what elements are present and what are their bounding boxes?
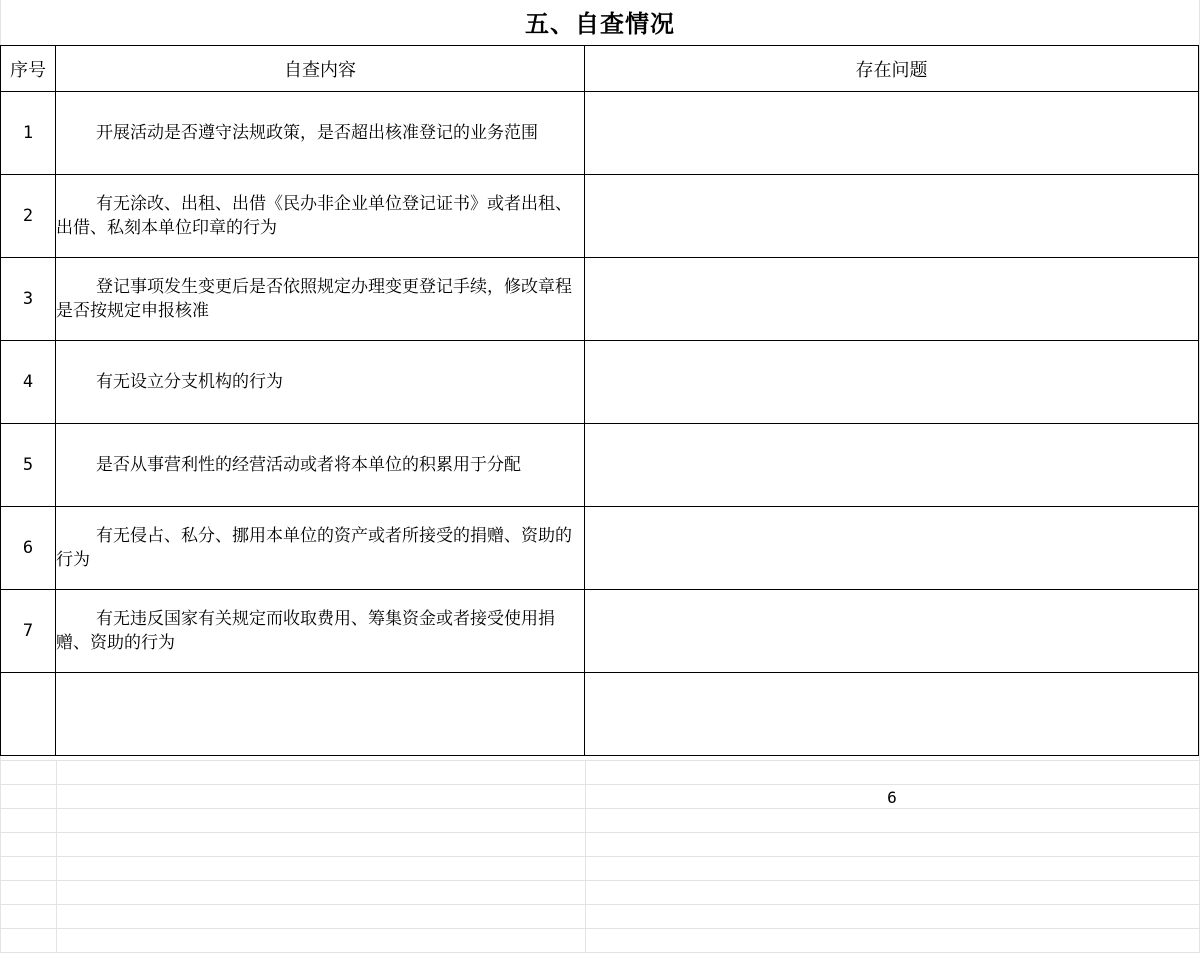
table-row — [1, 507, 1199, 590]
header-content: 自查内容 — [56, 46, 585, 92]
check-item-cell — [56, 258, 585, 341]
check-item-cell — [56, 92, 585, 175]
row-number: 4 — [1, 341, 56, 424]
check-item-cell — [56, 590, 585, 673]
page-number: 6 — [887, 788, 897, 807]
check-item-text: 是否从事营利性的经营活动或者将本单位的积累用于分配 — [96, 455, 521, 475]
page-title: 五、自查情况 — [525, 9, 675, 38]
check-item-cell — [56, 673, 585, 756]
check-item-text: 有无设立分支机构的行为 — [96, 372, 283, 392]
row-number: 2 — [1, 175, 56, 258]
issue-cell[interactable] — [585, 92, 1199, 175]
header-no: 序号 — [1, 46, 56, 92]
row-number: 7 — [1, 590, 56, 673]
table-row — [1, 590, 1199, 673]
row-number: 5 — [1, 424, 56, 507]
self-check-table — [0, 45, 1199, 756]
issue-cell[interactable] — [585, 258, 1199, 341]
check-item-cell — [56, 424, 585, 507]
table-row — [1, 258, 1199, 341]
check-item-text: 登记事项发生变更后是否依照规定办理变更登记手续，修改章程是否按规定申报核准 — [56, 277, 572, 321]
table-row — [1, 175, 1199, 258]
row-number: 6 — [1, 507, 56, 590]
header-issue: 存在问题 — [585, 46, 1199, 92]
check-item-cell — [56, 341, 585, 424]
check-item-text: 有无违反国家有关规定而收取费用、筹集资金或者接受使用捐赠、资助的行为 — [56, 609, 555, 653]
check-item-text: 有无侵占、私分、挪用本单位的资产或者所接受的捐赠、资助的行为 — [56, 526, 572, 570]
table-header-row — [1, 46, 1199, 92]
issue-cell[interactable] — [585, 507, 1199, 590]
issue-cell[interactable] — [585, 590, 1199, 673]
row-number: 3 — [1, 258, 56, 341]
check-item-text: 开展活动是否遵守法规政策，是否超出核准登记的业务范围 — [96, 123, 538, 143]
issue-cell[interactable] — [585, 175, 1199, 258]
issue-cell[interactable] — [585, 341, 1199, 424]
table-row — [1, 92, 1199, 175]
check-item-text: 有无涂改、出租、出借《民办非企业单位登记证书》或者出租、出借、私刻本单位印章的行为 — [56, 194, 572, 238]
check-item-cell — [56, 507, 585, 590]
row-number: 1 — [1, 92, 56, 175]
issue-cell[interactable] — [585, 424, 1199, 507]
table-row — [1, 424, 1199, 507]
row-number — [1, 673, 56, 756]
table-row — [1, 673, 1199, 756]
check-item-cell — [56, 175, 585, 258]
table-row — [1, 341, 1199, 424]
issue-cell[interactable] — [585, 673, 1199, 756]
